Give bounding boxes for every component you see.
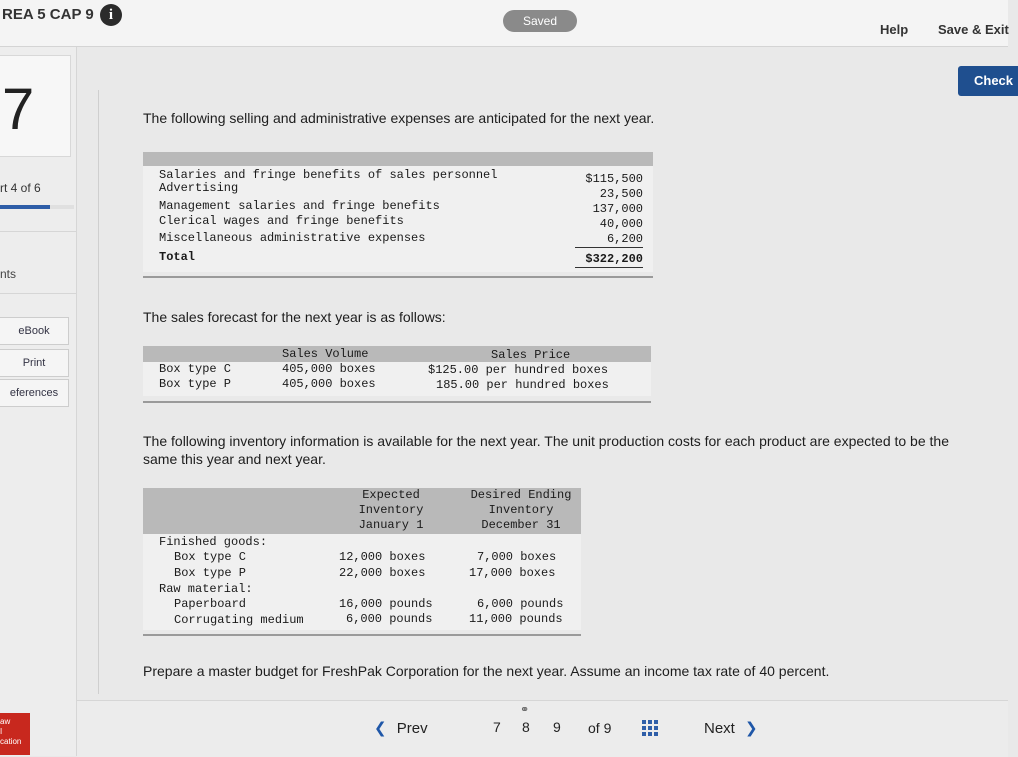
subtotal-rule (575, 247, 643, 248)
desired-header: December 31 (481, 518, 561, 532)
chevron-left-icon: ❮ (374, 720, 387, 737)
expense-amount: 6,200 (606, 232, 643, 246)
inventory-desired: 11,000 pounds (469, 612, 563, 626)
help-link[interactable]: Help (880, 22, 909, 37)
sales-row-volume: 405,000 boxes (282, 362, 376, 376)
expense-amount: 40,000 (599, 217, 643, 231)
finished-goods-label: Finished goods: (159, 535, 268, 549)
part-progress-bar (0, 205, 74, 209)
expense-label: Miscellaneous administrative expenses (159, 231, 426, 245)
sales-price-header: Sales Price (491, 348, 571, 362)
top-bar (0, 0, 1008, 47)
publisher-logo: aw I cation (0, 713, 30, 755)
expected-header: Expected (362, 488, 420, 502)
inventory-desired: 6,000 pounds (477, 597, 564, 611)
ebook-button[interactable]: eBook (0, 317, 69, 345)
instruction-text: Prepare a master budget for FreshPak Corporation for the next year. Assume an income tax rate of 40 percent. (143, 663, 830, 679)
expense-amount: 23,500 (599, 187, 643, 201)
inventory-row-label: Paperboard (174, 597, 247, 611)
check-my-work-button[interactable]: Check (958, 66, 1018, 96)
total-rule (575, 267, 643, 268)
references-button[interactable]: eferences (0, 379, 69, 407)
inventory-row-label: Box type P (174, 566, 247, 580)
inventory-expected: 22,000 boxes (339, 566, 426, 580)
inventory-desired: 17,000 boxes (469, 566, 556, 580)
page-count-label: of 9 (588, 720, 612, 736)
points-label: nts (0, 267, 17, 281)
inventory-expected: 12,000 boxes (339, 550, 426, 564)
inventory-row-label: Corrugating medium (174, 613, 304, 627)
question-number-box (0, 55, 71, 157)
saved-status-badge: Saved (503, 10, 577, 32)
sales-volume-header: Sales Volume (282, 347, 369, 361)
prev-button[interactable] (374, 719, 428, 737)
page-8-button[interactable]: 8 (522, 719, 530, 735)
inventory-row-label: Box type C (174, 550, 247, 564)
inventory-desired: 7,000 boxes (477, 550, 557, 564)
expense-label: Salaries and fringe benefits of sales personnel (159, 168, 498, 182)
inventory-expected: 6,000 pounds (346, 612, 433, 626)
expenses-total-amount: $322,200 (585, 252, 643, 266)
sales-row-label: Box type P (159, 377, 232, 391)
inventory-table (143, 534, 581, 630)
chevron-right-icon: ❯ (745, 720, 758, 737)
inventory-expected: 16,000 pounds (339, 597, 433, 611)
grid-view-icon[interactable] (642, 720, 658, 736)
page-9-button[interactable]: 9 (553, 719, 561, 735)
expense-label: Management salaries and fringe benefits (159, 199, 440, 213)
print-button[interactable]: Print (0, 349, 69, 377)
sales-table-header (143, 346, 651, 362)
inventory-table-footer (143, 634, 581, 636)
expected-header: January 1 (358, 518, 424, 532)
sales-row-price: 185.00 per hundred boxes (436, 378, 609, 392)
intro-expenses-text: The following selling and administrative expenses are anticipated for the next year. (143, 110, 655, 126)
page-7-button[interactable]: 7 (493, 719, 501, 735)
expense-label: Advertising (159, 181, 239, 195)
content-divider (98, 90, 99, 694)
expenses-total-label: Total (159, 250, 196, 264)
prev-label: Prev (396, 720, 428, 737)
question-number: 7 (2, 77, 35, 142)
assignment-title: REA 5 CAP 9 (2, 6, 94, 23)
intro-inventory-text: The following inventory information is available for the next year. The unit production costs for each product are expected to be the same this year and next year. (143, 433, 949, 467)
question-sidebar (0, 47, 77, 756)
part-label: rt 4 of 6 (0, 181, 41, 195)
sales-row-volume: 405,000 boxes (282, 377, 376, 391)
footer-nav (77, 700, 1008, 757)
next-label: Next (704, 720, 735, 737)
sales-table (143, 362, 651, 396)
intro-sales-text: The sales forecast for the next year is as follows: (143, 309, 446, 325)
expense-amount: 137,000 (592, 202, 643, 216)
sales-table-footer (143, 401, 651, 403)
inventory-table-header (143, 488, 581, 534)
next-button[interactable] (704, 719, 758, 737)
expected-header: Inventory (358, 503, 424, 517)
expense-label: Clerical wages and fringe benefits (159, 214, 404, 228)
sales-row-price: $125.00 per hundred boxes (428, 363, 609, 377)
save-exit-button[interactable]: Save & Exit (938, 22, 1009, 37)
raw-material-label: Raw material: (159, 582, 253, 596)
expenses-table-header (143, 152, 653, 166)
info-icon[interactable]: i (100, 4, 122, 26)
sidebar-divider (0, 293, 76, 294)
link-icon: ⚭ (520, 704, 530, 716)
desired-header: Inventory (488, 503, 554, 517)
desired-header: Desired Ending (470, 488, 572, 502)
expense-amount: $115,500 (585, 172, 643, 186)
expenses-table-footer (143, 276, 653, 278)
sidebar-divider (0, 231, 76, 232)
expenses-table (143, 166, 653, 272)
sales-row-label: Box type C (159, 362, 232, 376)
part-progress-fill (0, 205, 50, 209)
